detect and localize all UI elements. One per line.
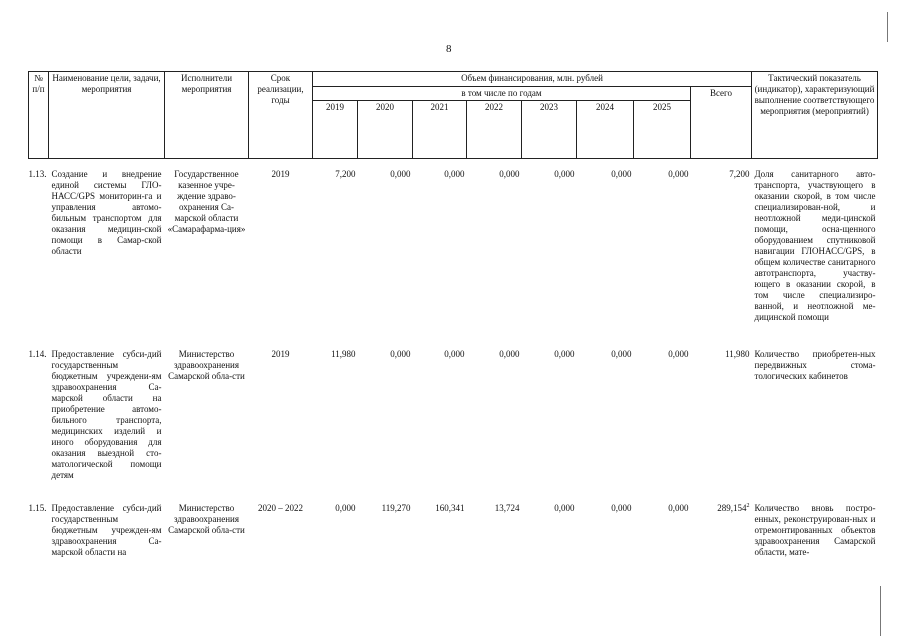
header-by-year: в том числе по годам: [313, 87, 691, 101]
row-value-2019: 7,200: [335, 169, 356, 179]
page-number: 8: [446, 43, 452, 55]
header-year: 2020: [358, 101, 413, 159]
row-value-2020: 119,270: [381, 503, 411, 513]
table-row: [29, 349, 878, 503]
row-value-2022: 0,000: [499, 169, 520, 179]
row-value-2024: 0,000: [611, 349, 632, 359]
row-name: Создание и внедрение единой системы ГЛО-НАСС/GPS мониторин-га и управления автомо-бильным транспортом для оказания медицин-ской помощи в Самар-ской области: [51, 169, 162, 256]
row-value-2019: 0,000: [335, 503, 356, 513]
row-term: 2020 – 2022: [258, 503, 303, 513]
header-year: 2023: [522, 101, 577, 159]
row-value-2019: 11,980: [331, 349, 356, 359]
header-year: 2024: [577, 101, 634, 159]
table-row: [29, 169, 878, 349]
row-value-2020: 0,000: [390, 169, 411, 179]
scan-edge-mark: [887, 12, 888, 42]
header-term: Срок реализации, годы: [249, 72, 313, 159]
header-total: Всего: [691, 87, 752, 159]
row-indicator: Количество приобретен-ных передвижных стома-тологических кабинетов: [754, 349, 876, 381]
row-executor: Государственное казенное учре-ждение здраво-охранения Са-марской области «Самарафарма-ция»: [167, 169, 246, 234]
row-indicator: Доля санитарного авто-транспорта, участвующего в оказании скорой, в том числе специализирован-ной, и неотложной меди-цинской помощи, осна-щенного оборудованием спутниковой навигации ГЛОНАСС/GPS, в общем количестве санитарного автотранспорта, участву-ющего в оказании скорой, в том числе специализиро-ванной, и неотложной ме-дицинской помощи: [754, 169, 876, 322]
row-value-2023: 0,000: [554, 503, 575, 513]
header-name: Наименование цели, задачи, мероприятия: [49, 72, 165, 159]
row-executor: Министерство здравоохранения Самарской обла-сти: [168, 349, 245, 381]
row-value-2024: 0,000: [611, 503, 632, 513]
row-value-2023: 0,000: [554, 349, 575, 359]
row-total-note: 2: [746, 503, 750, 509]
row-name: Предоставление субси-дий государственным бюджетным учрежден-ям здравоохранения Са-марской области на: [51, 503, 162, 557]
header-num: № п/п: [29, 72, 49, 159]
row-total: [691, 169, 752, 349]
header-executor: Исполнители мероприятия: [165, 72, 249, 159]
row-term: 2019: [271, 169, 290, 179]
row-value-2025: 0,000: [668, 503, 689, 513]
table-header: [29, 72, 878, 159]
row-value-2021: 160,341: [435, 503, 465, 513]
row-value-2024: 0,000: [611, 169, 632, 179]
header-indicator: Тактический показатель (индикатор), характеризующий выполнение соответствующего мероприятия (мероприятий): [752, 72, 878, 159]
row-indicator: Количество вновь постро-енных, реконструирован-ных и отремонтированных объектов здравоохранения Самарской области, мате-: [754, 503, 876, 557]
row-value-2022: 13,724: [494, 503, 520, 513]
row-total-value: 289,154: [717, 503, 747, 513]
row-value-2020: 0,000: [390, 349, 411, 359]
row-name: Предоставление субси-дий государственным бюджетным учреждени-ям здравоохранения Са-марской области на приобретение автомо-бильного транспорта, медицинских изделий и иного оборудования для оказания выездной сто-матологической помощи детям: [51, 349, 162, 480]
row-value-2021: 0,000: [444, 169, 465, 179]
header-year: 2019: [313, 101, 358, 159]
row-total: [691, 503, 752, 573]
header-funding: Объем финансирования, млн. рублей: [313, 72, 752, 87]
header-year: 2021: [413, 101, 467, 159]
header-year: 2022: [467, 101, 522, 159]
row-value-2025: 0,000: [668, 169, 689, 179]
funding-table: [28, 71, 878, 573]
row-num: 1.14.: [28, 349, 47, 359]
row-value-2023: 0,000: [554, 169, 575, 179]
row-value-2022: 0,000: [499, 349, 520, 359]
row-value-2025: 0,000: [668, 349, 689, 359]
row-total-value: 7,200: [729, 169, 750, 179]
row-value-2021: 0,000: [444, 349, 465, 359]
row-term: 2019: [271, 349, 290, 359]
row-total-value: 11,980: [725, 349, 750, 359]
row-executor: Министерство здравоохранения Самарской обла-сти: [168, 503, 245, 535]
header-year: 2025: [634, 101, 691, 159]
table-row: [29, 503, 878, 573]
scan-edge-mark: [880, 586, 881, 636]
row-total: [691, 349, 752, 503]
row-num: 1.15.: [28, 503, 47, 513]
row-num: 1.13.: [28, 169, 47, 179]
table-body: [29, 159, 878, 574]
